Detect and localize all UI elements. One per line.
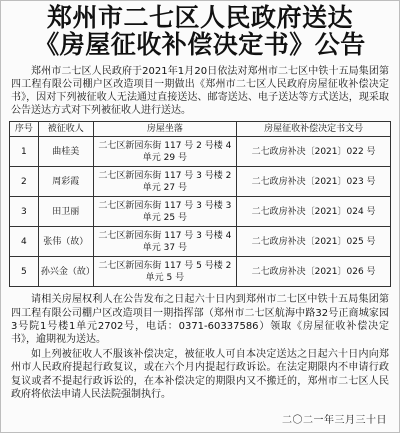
cell-serial: 3	[10, 197, 39, 227]
table-row	[10, 257, 391, 287]
intro-paragraph: 郑州市二七区人民政府于2021年1月20日依法对郑州市二七区中铁十五局集团第四工程有限公司棚户区改造项目一期做出《郑州市二七区人民政府房屋征收补偿决定书》，因对下列被征收人无法通过直接送达、邮寄送达、电子送达等方式送达，现采取公告送达方式对下列被征收人进行送达。	[11, 65, 389, 117]
cell-name: 曲桂美	[38, 137, 93, 167]
cell-document: 二七政房补决〔2021〕025 号	[237, 227, 391, 257]
cell-location: 二七区新园东街 117 号 2 号楼 4 单元 29 号	[93, 137, 237, 167]
table-row	[10, 227, 391, 257]
cell-name: 孙兴金（故）	[38, 257, 93, 287]
cell-location: 二七区新园东街 117 号 3 号楼 4 单元 37 号	[93, 227, 237, 257]
cell-serial: 5	[10, 257, 39, 287]
cell-name: 田卫丽	[38, 197, 93, 227]
header-serial: 序号	[10, 122, 39, 137]
table-row	[10, 167, 391, 197]
appeal-rights-paragraph: 如上列被征收人不服该补偿决定，被征收人可自本决定送达之日起六十日内向郑州市人民政府提起行政复议，或在六个月内提起行政诉讼。在法定期限内不申请行政复议或者不提起行政诉讼的，在本补偿决定的期限内又不搬迁的，郑州市二七区人民政府将依法申请人民法院强制执行。	[11, 349, 389, 400]
cell-location: 二七区新园东街 117 号 3 号楼 3 单元 25 号	[93, 197, 237, 227]
cell-location: 二七区新园东街 117 号 3 号楼 2 单元 27 号	[93, 167, 237, 197]
cell-serial: 1	[10, 137, 39, 167]
cell-document: 二七政房补决〔2021〕026 号	[237, 257, 391, 287]
table-row	[10, 197, 391, 227]
cell-location: 二七区新园东街 117 号 5 号楼 2 单元 5 号	[93, 257, 237, 287]
collection-notice-paragraph: 请相关房屋权利人在公告发布之日起六十日内到郑州市二七区中铁十五局集团第四工程有限公司棚户区改造项目一期指挥部（郑州市二七区航海中路32号正商城家园3号院1号楼1单元2702号，电话：0371-60337586）领取《房屋征收补偿决定书》，逾期视为送达。	[11, 294, 389, 345]
cell-serial: 2	[10, 167, 39, 197]
header-document: 房屋征收补偿决定书文号	[237, 122, 391, 137]
table-row	[10, 137, 391, 167]
cell-serial: 4	[10, 227, 39, 257]
header-location: 房屋坐落	[93, 122, 237, 137]
cell-document: 二七政房补决〔2021〕023 号	[237, 167, 391, 197]
table-header-row	[10, 122, 391, 137]
cell-name: 周彩霞	[38, 167, 93, 197]
header-name: 被征收人	[38, 122, 93, 137]
recipients-table	[9, 121, 391, 287]
cell-document: 二七政房补决〔2021〕024 号	[237, 197, 391, 227]
announcement-title-line1: 郑州市二七区人民政府送达	[46, 3, 353, 32]
announcement-date: 二〇二一年三月三十日	[282, 415, 387, 426]
cell-document: 二七政房补决〔2021〕022 号	[237, 137, 391, 167]
cell-name: 张伟（故）	[38, 227, 93, 257]
announcement-title-line2: 《房屋征收补偿决定书》公告	[34, 30, 366, 60]
